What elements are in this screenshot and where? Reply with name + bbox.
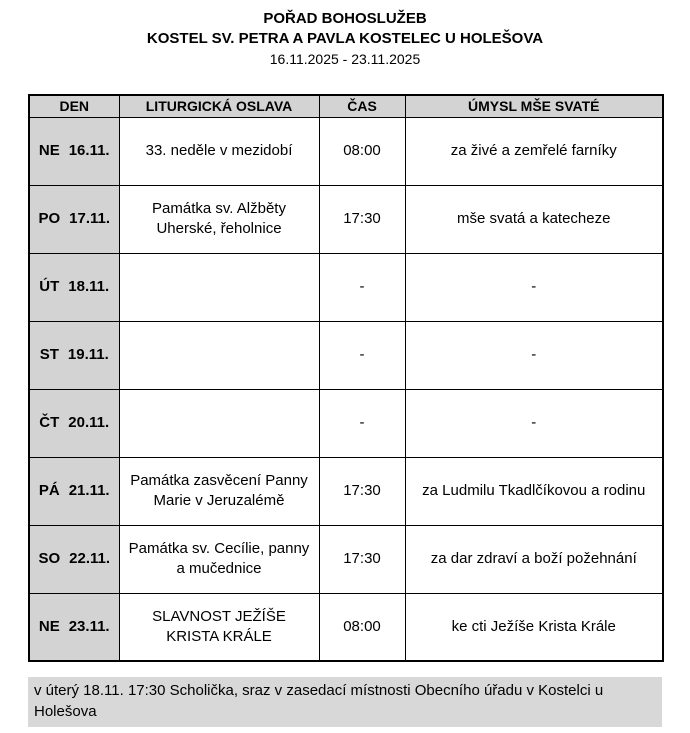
day-cell — [29, 389, 119, 457]
table-row — [29, 525, 663, 593]
day-cell — [29, 593, 119, 661]
celebration-cell — [119, 253, 319, 321]
day-abbr: NE — [38, 142, 60, 159]
intention-cell: - — [405, 253, 663, 321]
day-cell — [29, 321, 119, 389]
intention-cell: ke cti Ježíše Krista Krále — [405, 593, 663, 661]
table-row — [29, 321, 663, 389]
day-date: 21.11. — [68, 482, 110, 499]
day-date: 17.11. — [69, 210, 111, 227]
table-row — [29, 185, 663, 253]
table-row — [29, 389, 663, 457]
celebration-cell — [119, 321, 319, 389]
time-cell: 08:00 — [319, 117, 405, 185]
table-row — [29, 593, 663, 661]
day-date: 19.11. — [67, 346, 109, 363]
day-abbr: PO — [38, 210, 61, 227]
page-title: POŘAD BOHOSLUŽEB — [263, 10, 427, 27]
day-cell — [29, 457, 119, 525]
column-header-day: DEN — [29, 95, 119, 117]
intention-cell: - — [405, 389, 663, 457]
celebration-cell: 33. neděle v mezidobí — [119, 117, 319, 185]
day-abbr: SO — [38, 550, 61, 567]
celebration-cell: Památka sv. Alžběty Uherské, řeholnice — [119, 185, 319, 253]
column-header-intention: ÚMYSL MŠE SVATÉ — [405, 95, 663, 117]
celebration-cell: SLAVNOST JEŽÍŠE KRISTA KRÁLE — [119, 593, 319, 661]
document-header — [28, 9, 662, 69]
schedule-table — [28, 94, 664, 662]
time-cell: 17:30 — [319, 185, 405, 253]
day-date: 20.11. — [68, 414, 110, 431]
intention-cell: mše svatá a katecheze — [405, 185, 663, 253]
table-row — [29, 253, 663, 321]
footer-note: v úterý 18.11. 17:30 Scholička, sraz v zasedací místnosti Obecního úřadu v Kostelci u Holešova — [28, 677, 662, 727]
table-row — [29, 117, 663, 185]
date-range: 16.11.2025 - 23.11.2025 — [269, 51, 421, 67]
column-header-time: ČAS — [319, 95, 405, 117]
day-date: 18.11. — [68, 278, 110, 295]
intention-cell: za dar zdraví a boží požehnání — [405, 525, 663, 593]
column-header-celebration: LITURGICKÁ OSLAVA — [119, 95, 319, 117]
celebration-cell: Památka zasvěcení Panny Marie v Jeruzalémě — [119, 457, 319, 525]
day-date: 22.11. — [69, 550, 111, 567]
time-cell: 08:00 — [319, 593, 405, 661]
table-header-row — [29, 95, 663, 117]
celebration-cell — [119, 389, 319, 457]
day-cell — [29, 185, 119, 253]
day-abbr: ČT — [39, 414, 60, 431]
time-cell: - — [319, 389, 405, 457]
day-cell — [29, 253, 119, 321]
intention-cell: za živé a zemřelé farníky — [405, 117, 663, 185]
page-subtitle: KOSTEL SV. PETRA A PAVLA KOSTELEC U HOLEŠOVA — [146, 30, 544, 47]
day-date: 23.11. — [68, 617, 110, 635]
time-cell: - — [319, 321, 405, 389]
intention-cell: za Ludmilu Tkadlčíkovou a rodinu — [405, 457, 663, 525]
table-row — [29, 457, 663, 525]
celebration-cell: Památka sv. Cecílie, panny a mučednice — [119, 525, 319, 593]
time-cell: 17:30 — [319, 457, 405, 525]
day-abbr: PÁ — [38, 482, 60, 499]
time-cell: - — [319, 253, 405, 321]
day-cell — [29, 117, 119, 185]
day-abbr: ÚT — [39, 278, 60, 295]
day-cell — [29, 525, 119, 593]
day-abbr: NE — [38, 617, 60, 635]
time-cell: 17:30 — [319, 525, 405, 593]
day-abbr: ST — [39, 346, 59, 363]
intention-cell: - — [405, 321, 663, 389]
day-date: 16.11. — [68, 142, 110, 159]
